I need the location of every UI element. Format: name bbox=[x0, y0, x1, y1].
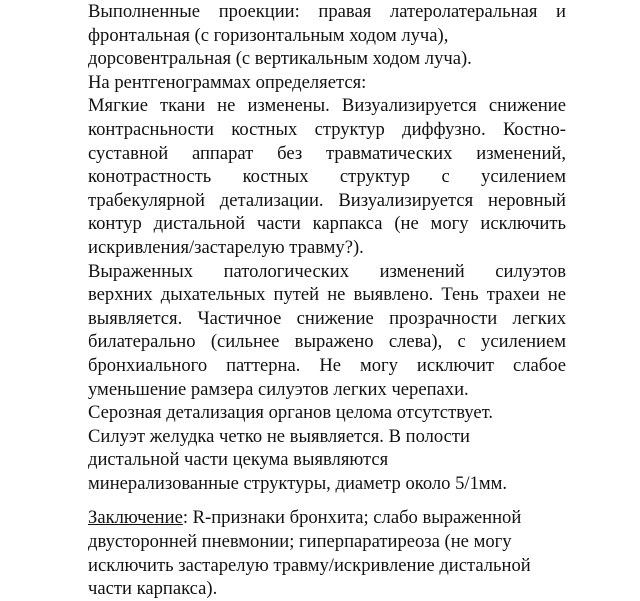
conclusion-line-4: части карпакса). bbox=[88, 578, 218, 600]
lungs-line-2: верхних дыхательных путей не выявлено. Тень трахеи не bbox=[88, 284, 566, 306]
abdomen-line-1: Серозная детализация органов целома отсутствует. bbox=[88, 402, 494, 424]
bones-line-6: контур дистальной части карпакса (не могу исключить bbox=[88, 213, 566, 235]
bones-line-1: Мягкие ткани не изменены. Визуализируется снижение bbox=[88, 95, 566, 117]
conclusion-line-2: двусторонней пневмонии; гиперпаратиреоза (не могу bbox=[88, 531, 512, 553]
abdomen-line-3: дистальной части цекума выявляются bbox=[88, 449, 389, 471]
bones-line-4: конотрастность костных структур с усилением bbox=[88, 166, 566, 188]
lungs-line-4: билатерально (сильнее выражено слева), с усилением bbox=[88, 331, 566, 353]
projections-line-2: фронтальная (с горизонтальным ходом луча), bbox=[88, 24, 449, 46]
bones-line-2: контрасньности костных структур диффузно. Костно- bbox=[88, 118, 566, 140]
bones-line-5: трабекулярной детализации. Визуализируется неровный bbox=[88, 189, 566, 211]
abdomen-line-2: Силуэт желудка четко не выявляется. В полости bbox=[88, 425, 470, 447]
conclusion-text-start: : R-признаки бронхита; слабо выраженной bbox=[182, 507, 522, 529]
abdomen-line-4: минерализованные структуры, диаметр около 5/1мм. bbox=[88, 472, 508, 494]
projections-line-1: Выполненные проекции: правая латеролатеральная и bbox=[88, 1, 566, 22]
lungs-line-5: бронхиального паттерна. Не могу исключит слабое bbox=[88, 354, 566, 376]
bones-line-3: суставной аппарат без травматических изменений, bbox=[88, 142, 566, 164]
section-gap bbox=[88, 495, 640, 506]
findings-intro: На рентгенограммах определяется: bbox=[88, 71, 367, 93]
conclusion-label: Заключение bbox=[88, 507, 183, 529]
lungs-line-3: выявляется. Частичное снижение прозрачности легких bbox=[88, 307, 566, 329]
lungs-line-1: Выраженных патологических изменений силуэтов bbox=[88, 260, 566, 282]
conclusion-line-3: исключить застарелую травму/искривление дистальной bbox=[88, 554, 531, 576]
lungs-line-6: уменьшение рамзера силуэтов легких черепахи. bbox=[88, 378, 469, 400]
projections-line-3: дорсовентральная (с вертикальным ходом луча). bbox=[88, 48, 472, 70]
conclusion-line-1 bbox=[88, 506, 566, 530]
bones-line-7: искривления/застарелую травму?). bbox=[88, 236, 364, 258]
